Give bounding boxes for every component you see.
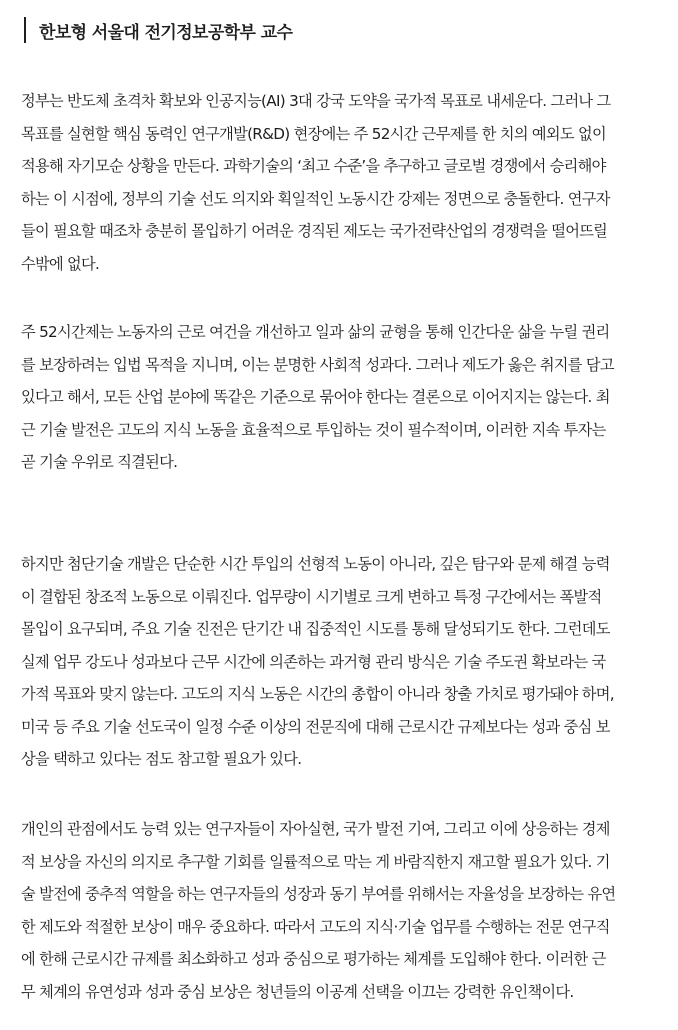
text-line: 한 제도와 적절한 보상이 매우 중요하다. 따라서 고도의 지식·기술 업무를 수행하는 전문 연구직 [21,917,610,936]
text-line: 가적 목표와 맞지 않는다. 고도의 지식 노동은 시간의 총합이 아니라 창출 가치로 평가돼야 하며, [21,685,614,703]
text-line: 하는 이 시점에, 정부의 기술 선도 의지와 획일적인 노동시간 강제는 정면으로 충돌한다. 연구자 [21,189,610,208]
paragraph-1 [21,85,660,280]
text-line: 상을 택하고 있다는 점도 참고할 필요가 있다. [21,750,302,768]
text-line: 있다고 해서, 모든 산업 분야에 똑같은 기준으로 묶어야 한다는 결론으로 이어지지는 않는다. 최 [21,388,610,406]
text-line: 무 체계의 유연성과 성과 중심 보상은 청년들의 이공계 선택을 이끄는 강력한 유인책이다. [21,982,574,1001]
text-line: 를 보장하려는 입법 목적을 지니며, 이는 분명한 사회적 성과다. 그러나 제도가 옳은 취지를 담고 [21,355,614,374]
paragraph-2 [21,316,660,479]
text-line: 들이 필요할 때조차 충분히 몰입하기 어려운 경직된 제도는 국가전략산업의 경쟁력을 떨어뜨릴 [21,222,608,240]
text-line: 곧 기술 우위로 직결된다. [21,453,178,471]
text-line: 적 보상을 자신의 의지로 추구할 기회를 일률적으로 막는 게 바람직한지 재고할 필요가 있다. 기 [21,852,610,871]
text-line: 하지만 첨단기술 개발은 단순한 시간 투입의 선형적 노동이 아니라, 깊은 탐구와 문제 해결 능력 [21,555,610,573]
author-byline [24,17,292,43]
text-line: 주 52시간제는 노동자의 근로 여건을 개선하고 일과 삶의 균형을 통해 인간다운 삶을 누릴 권리 [21,323,610,341]
text-line: 술 발전에 중추적 역할을 하는 연구자들의 성장과 동기 부여를 위해서는 자율성을 보장하는 유연 [21,885,616,903]
text-line: 개인의 관점에서도 능력 있는 연구자들이 자아실현, 국가 발전 기여, 그리고 이에 상응하는 경제 [21,820,610,838]
text-line: 정부는 반도체 초격차 확보와 인공지능(AI) 3대 강국 도약을 국가적 목표로 내세운다. 그러나 그 [21,92,611,110]
text-line: 수밖에 없다. [21,254,100,273]
text-line: 몰입이 요구되며, 주요 기술 진전은 단기간 내 집중적인 시도를 통해 달성되기도 한다. 그런데도 [21,620,610,638]
paragraph-3 [21,548,660,776]
author-name-title: 한보형 서울대 전기정보공학부 교수 [39,22,293,43]
paragraph-4 [21,813,660,1008]
text-line: 목표를 실현할 핵심 동력인 연구개발(R&D) 현장에는 주 52시간 근무제를 한 치의 예외도 없이 [21,124,606,143]
text-line: 미국 등 주요 기술 선도국이 일정 수준 이상의 전문직에 대해 근로시간 규제보다는 성과 중심 보 [21,717,610,736]
text-line: 실제 업무 강도나 성과보다 근무 시간에 의존하는 과거형 관리 방식은 기술 주도권 확보라는 국 [21,652,606,671]
text-line: 이 결합된 창조적 노동으로 이뤄진다. 업무량이 시기별로 크게 변하고 특정 구간에서는 폭발적 [21,587,602,606]
text-line: 에 한해 근로시간 규제를 최소화하고 성과 중심으로 평가하는 체계를 도입해야 한다. 이러한 근 [21,950,606,968]
text-line: 적용해 자기모순 상황을 만든다. 과학기술의 ‘최고 수준’을 추구하고 글로벌 경쟁에서 승리해야 [21,157,606,175]
text-line: 근 기술 발전은 고도의 지식 노동을 효율적으로 투입하는 것이 필수적이며, 이러한 지속 투자는 [21,420,606,439]
